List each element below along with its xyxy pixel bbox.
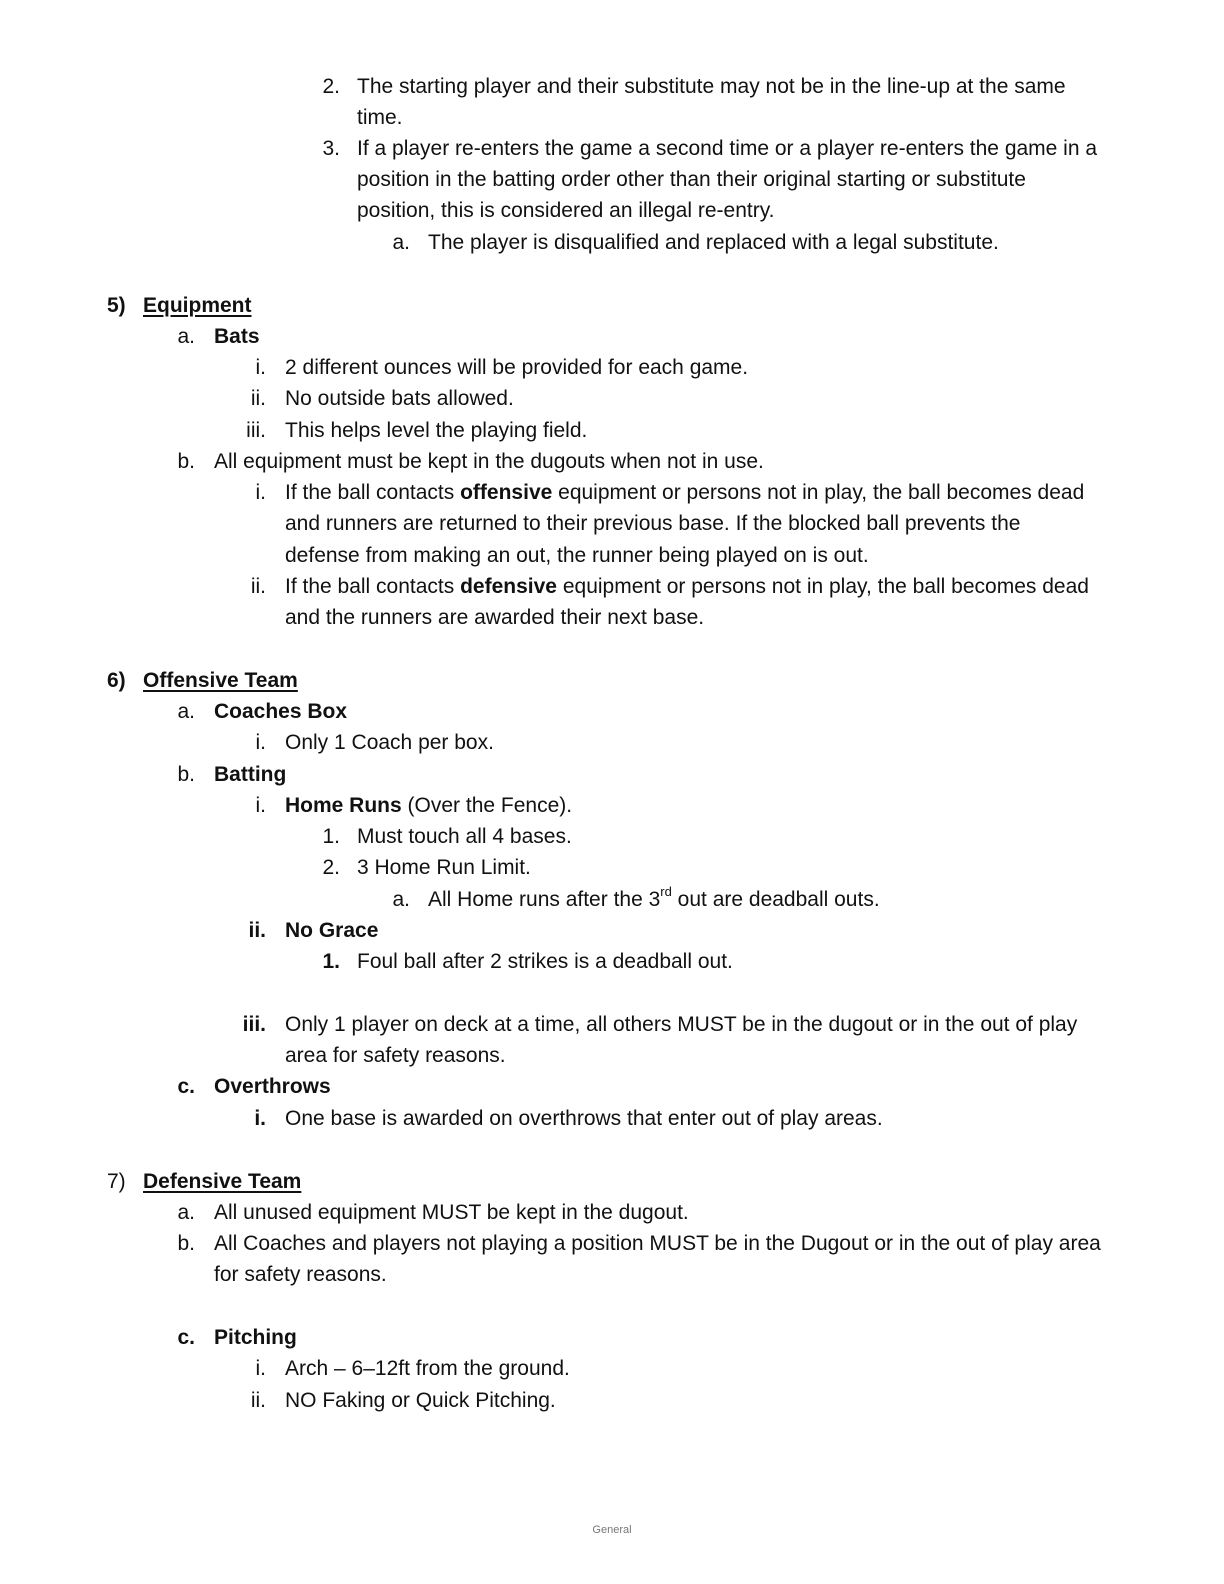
list-item-text: All Home runs after the 3rd out are deadball outs.	[428, 884, 880, 911]
list-marker: 3.	[322, 137, 340, 160]
list-item-text: defense from making an out, the runner being played on is out.	[285, 544, 869, 567]
list-marker: 1.	[322, 950, 340, 973]
subsection-title: Overthrows	[214, 1075, 331, 1098]
section-number: 7)	[107, 1170, 126, 1193]
list-marker: i.	[255, 356, 266, 379]
subsection-title: Coaches Box	[214, 700, 348, 723]
section-number: 6)	[107, 669, 126, 692]
list-marker: ii.	[250, 387, 266, 410]
list-marker: 2.	[322, 75, 340, 98]
list-item-text: If the ball contacts offensive equipment or persons not in play, the ball becomes dead	[285, 481, 1085, 504]
list-item-text: area for safety reasons.	[285, 1044, 506, 1067]
list-item-text: Only 1 player on deck at a time, all others MUST be in the dugout or in the out of play	[285, 1013, 1078, 1036]
list-item-text: time.	[357, 106, 403, 129]
list-marker: i.	[255, 731, 266, 754]
subsection-title: Pitching	[214, 1326, 297, 1349]
list-marker: a.	[392, 231, 410, 254]
section-number: 5)	[107, 294, 126, 317]
list-item-text: Only 1 Coach per box.	[285, 731, 494, 754]
list-item-text: position, this is considered an illegal re-entry.	[357, 199, 775, 222]
list-marker: a.	[392, 888, 410, 911]
list-item-text: No outside bats allowed.	[285, 387, 514, 410]
list-marker: i.	[255, 481, 266, 504]
list-marker: i.	[255, 794, 266, 817]
list-item-text: Home Runs (Over the Fence).	[285, 794, 573, 817]
section-title: Defensive Team	[143, 1170, 302, 1193]
list-item-text: position in the batting order other than their original starting or substitute	[357, 168, 1026, 191]
list-marker: i.	[254, 1107, 266, 1130]
list-marker: a.	[177, 325, 195, 348]
list-item-text: All Coaches and players not playing a position MUST be in the Dugout or in the out of play area	[214, 1232, 1101, 1255]
list-item-text: NO Faking or Quick Pitching.	[285, 1389, 556, 1412]
subsection-title: Bats	[214, 325, 260, 348]
list-item-text: for safety reasons.	[214, 1263, 387, 1286]
list-marker: a.	[177, 700, 195, 723]
list-marker: b.	[177, 450, 195, 473]
ordinal-suffix: rd	[660, 884, 672, 899]
list-item-text: The player is disqualified and replaced with a legal substitute.	[428, 231, 999, 254]
list-item-text: Must touch all 4 bases.	[357, 825, 572, 848]
list-item-text: and runners are returned to their previous base. If the blocked ball prevents the	[285, 512, 1021, 535]
list-marker: i.	[255, 1357, 266, 1380]
list-marker: 1.	[322, 825, 340, 848]
list-item-text: 3 Home Run Limit.	[357, 856, 531, 879]
list-item-text: One base is awarded on overthrows that enter out of play areas.	[285, 1107, 883, 1130]
list-item-text: This helps level the playing field.	[285, 419, 588, 442]
list-item-text: Foul ball after 2 strikes is a deadball out.	[357, 950, 733, 973]
list-item-text: 2 different ounces will be provided for each game.	[285, 356, 749, 379]
list-item-text: and the runners are awarded their next base.	[285, 606, 705, 629]
subsection-title: No Grace	[285, 919, 379, 942]
section-title: Equipment	[143, 294, 252, 317]
list-item-text: The starting player and their substitute may not be in the line-up at the same	[357, 75, 1066, 98]
list-marker: iii.	[242, 1013, 266, 1036]
list-marker: ii.	[250, 1389, 266, 1412]
list-item-text: Arch – 6–12ft from the ground.	[285, 1357, 570, 1380]
list-marker: ii.	[250, 575, 266, 598]
list-item-text: If the ball contacts defensive equipment or persons not in play, the ball becomes dead	[285, 575, 1089, 598]
list-marker: ii.	[248, 919, 266, 942]
list-marker: c.	[177, 1326, 195, 1349]
list-item-text: If a player re-enters the game a second time or a player re-enters the game in a	[357, 137, 1098, 160]
list-marker: iii.	[246, 419, 266, 442]
list-marker: b.	[177, 1232, 195, 1255]
list-marker: c.	[177, 1075, 195, 1098]
list-marker: 2.	[322, 856, 340, 879]
footer-label: General	[592, 1524, 632, 1536]
list-marker: b.	[177, 763, 195, 786]
subsection-title: Batting	[214, 763, 287, 786]
list-item-text: All unused equipment MUST be kept in the dugout.	[214, 1201, 689, 1224]
list-marker: a.	[177, 1201, 195, 1224]
section-title: Offensive Team	[143, 669, 298, 692]
list-item-text: All equipment must be kept in the dugouts when not in use.	[214, 450, 764, 473]
